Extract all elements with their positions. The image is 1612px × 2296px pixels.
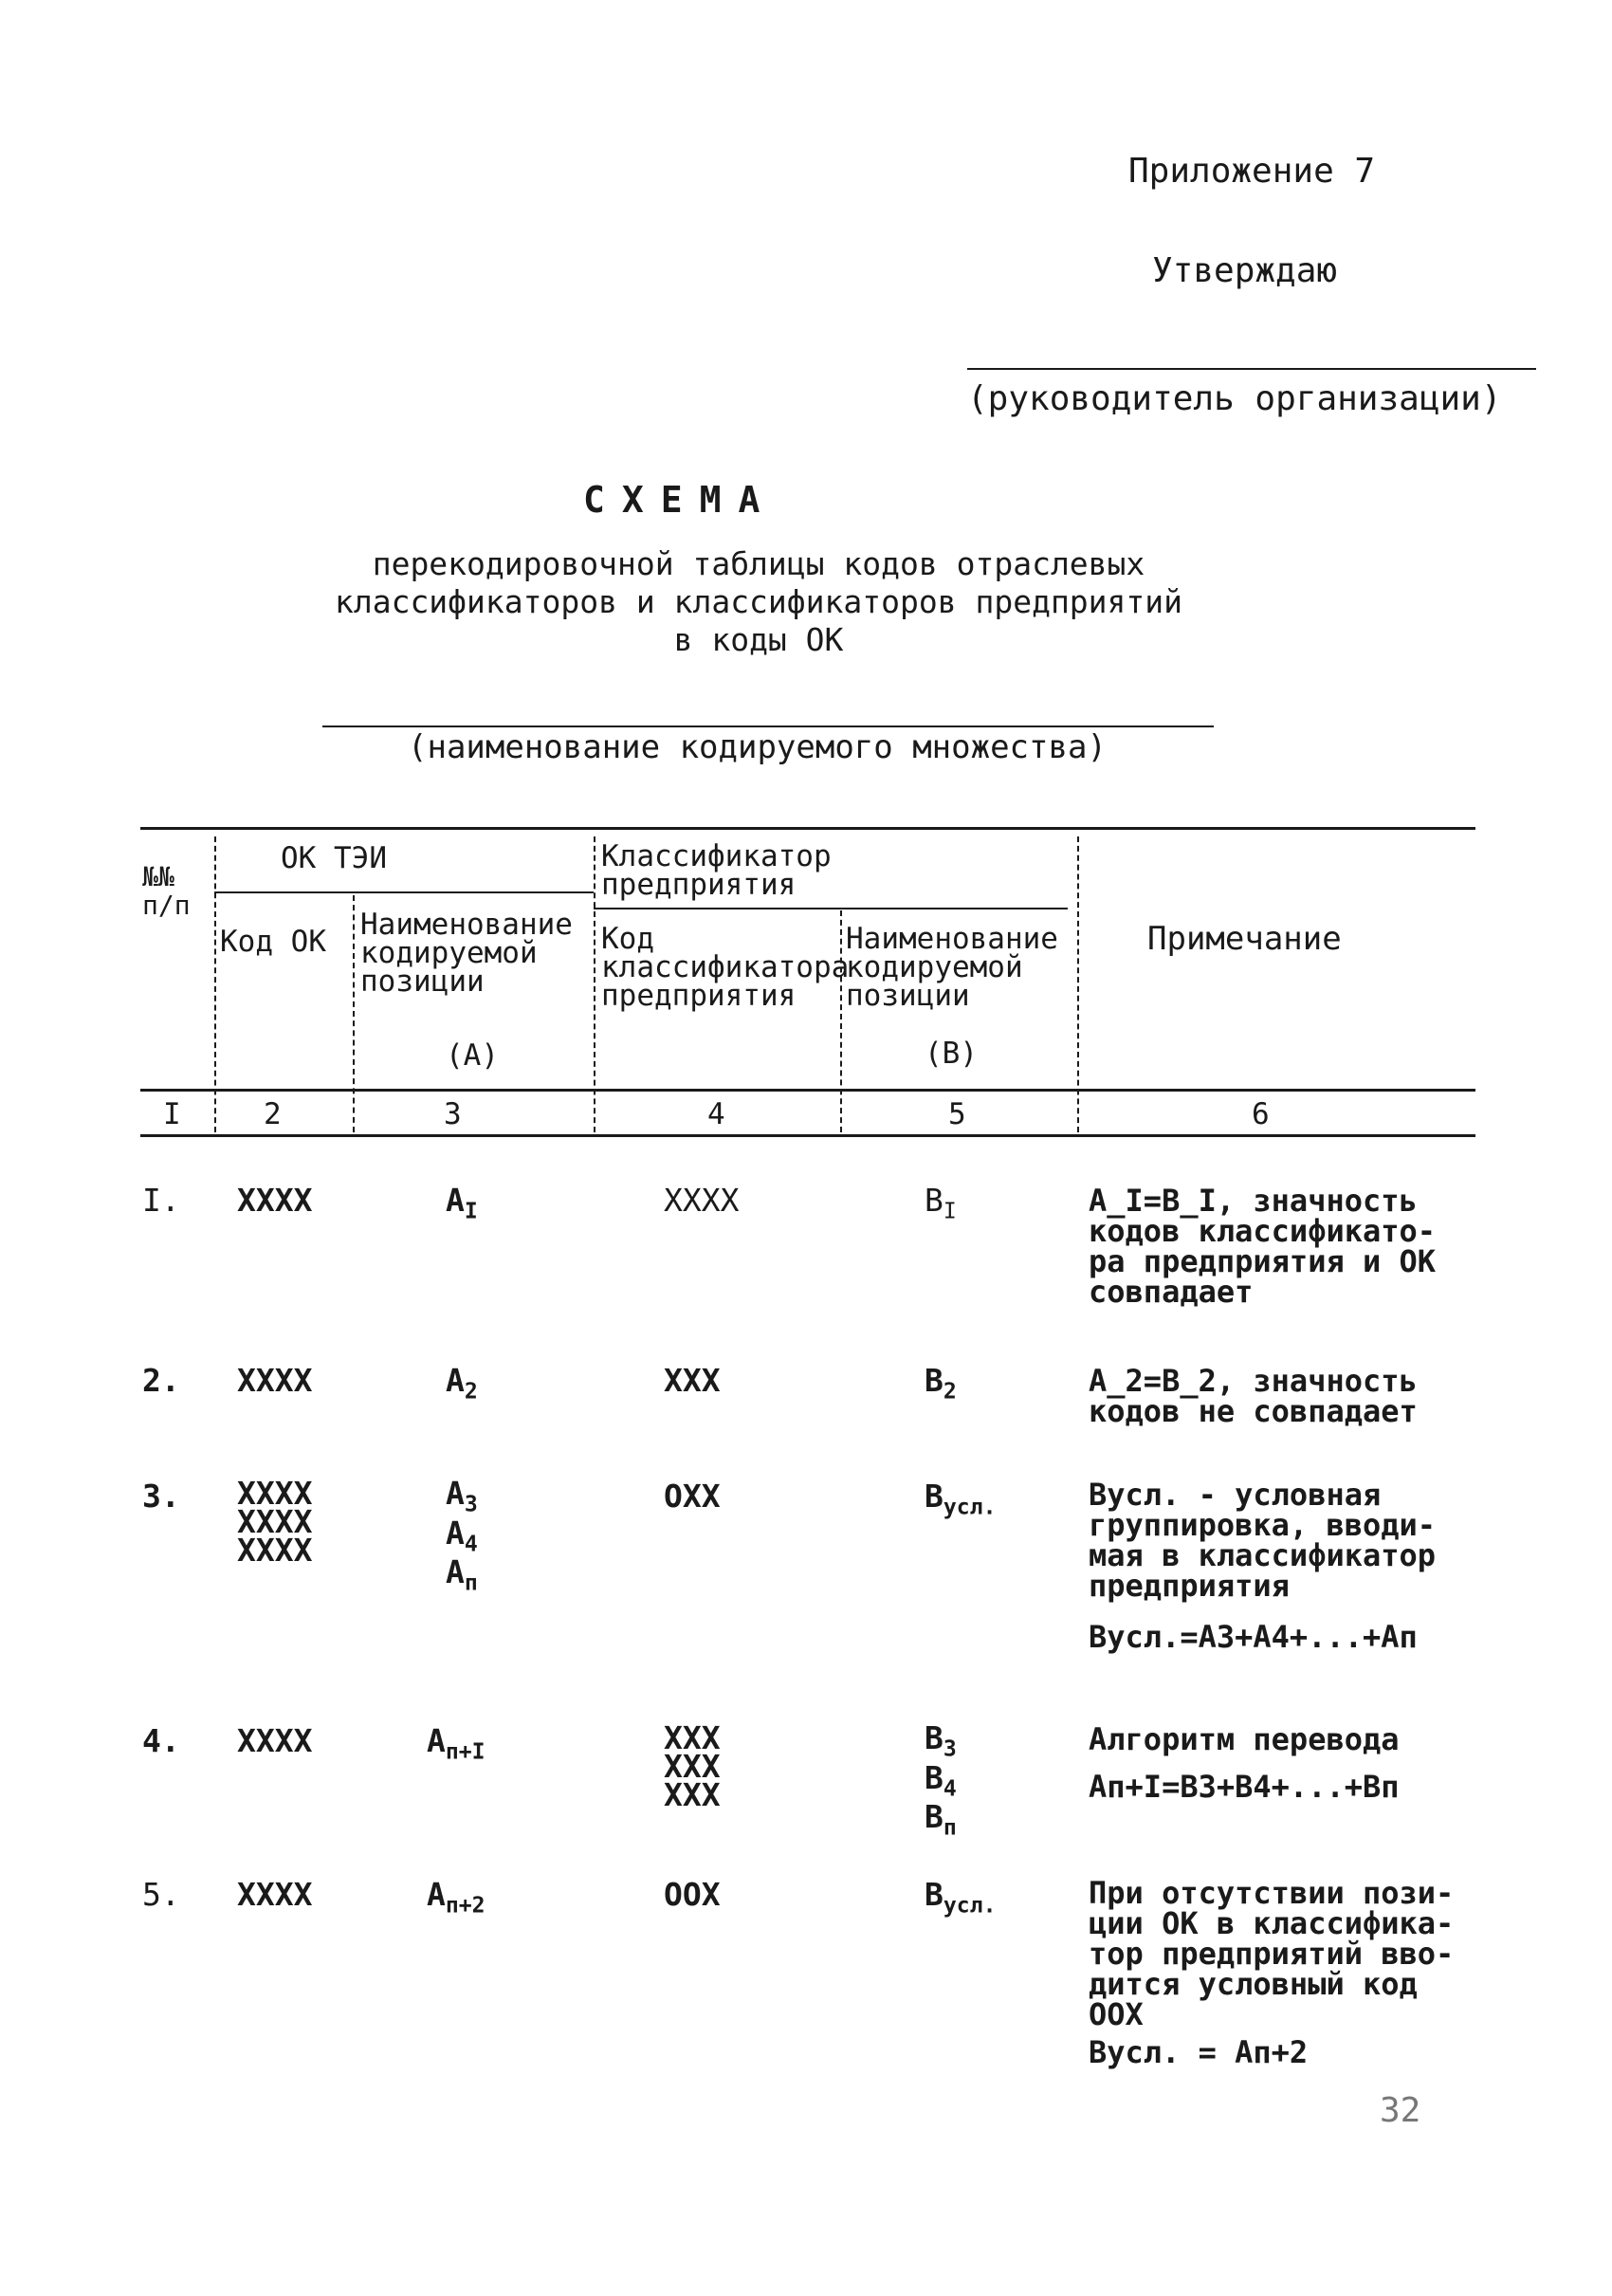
note-line: ции ОК в классифика- <box>1089 1905 1455 1941</box>
symbol-index: 4 <box>943 1776 957 1802</box>
symbol-index: 2 <box>464 1379 478 1405</box>
note-line: предприятия <box>1089 1568 1290 1604</box>
header-bottom-rule <box>140 1089 1475 1092</box>
cls-name <box>925 1479 997 1525</box>
note-line: совпадает <box>1089 1274 1254 1310</box>
col-header-ok-name: Наименование кодируемой позиции <box>360 908 573 999</box>
note-formula: Bусл. = Aп+2 <box>1089 2034 1309 2070</box>
subtitle-line-1: перекодировочной таблицы кодов отраслевых <box>372 545 1145 582</box>
page-title: СХЕМА <box>583 479 778 521</box>
cls-code: XXX <box>664 1362 721 1399</box>
note-line: A_I=B_I, значность <box>1089 1183 1418 1219</box>
row-note <box>1089 1477 1487 1655</box>
cls-name <box>925 1798 957 1843</box>
symbol-base: B <box>925 1719 943 1756</box>
approve-label: Утверждаю <box>1152 251 1338 290</box>
col-divider-5 <box>1077 836 1079 1132</box>
cls-code: OXX <box>664 1478 721 1515</box>
classifier-group-rule <box>594 908 1068 909</box>
ok-name <box>446 1364 478 1409</box>
ok-code: XXXX <box>237 1475 313 1512</box>
ok-name <box>446 1184 478 1229</box>
cls-code: XXXX <box>664 1182 740 1219</box>
symbol-base: A <box>446 1182 465 1219</box>
symbol-index: 3 <box>464 1492 478 1517</box>
ok-code: XXXX <box>237 1722 313 1759</box>
col-header-ok-name-mark: (А) <box>446 1038 499 1073</box>
symbol-base: B <box>925 1758 943 1796</box>
col-number-4: 4 <box>707 1097 725 1131</box>
page-number: 32 <box>1380 2091 1421 2130</box>
symbol-index: п <box>464 1570 478 1596</box>
symbol-index: усл. <box>943 1495 997 1520</box>
symbol-base: B <box>925 1362 943 1399</box>
col-header-note: Примечание <box>1147 920 1342 958</box>
table-top-rule <box>140 827 1475 830</box>
col-number-2: 2 <box>264 1097 282 1131</box>
symbol-base: B <box>925 1182 943 1219</box>
note-line: кодов классификато- <box>1089 1213 1437 1249</box>
note-line: дится условный код <box>1089 1966 1418 2002</box>
symbol-index: п+2 <box>445 1893 485 1919</box>
symbol-base: B <box>925 1478 943 1515</box>
cls-code: OOX <box>664 1876 721 1913</box>
cls-name <box>925 1758 957 1804</box>
cls-name <box>925 1878 997 1923</box>
symbol-index: п+I <box>445 1739 485 1765</box>
symbol-index: п <box>943 1815 957 1841</box>
col-divider-2 <box>353 895 355 1132</box>
symbol-base: A <box>446 1514 465 1552</box>
col-number-1: I <box>163 1097 181 1131</box>
col-header-classifier: Классификатор предприятия <box>601 839 832 902</box>
symbol-base: B <box>925 1876 943 1913</box>
col-header-cls-code: Код классификатора предприятия <box>601 922 850 1013</box>
note-line: тор предприятий вво- <box>1089 1936 1455 1972</box>
ok-code: XXXX <box>237 1503 313 1540</box>
symbol-base: B <box>925 1798 943 1836</box>
note-line: мая в классификатор <box>1089 1537 1437 1573</box>
ok-name-list <box>446 1475 478 1598</box>
symbol-index: I <box>943 1199 957 1224</box>
symbol-index: I <box>464 1199 478 1224</box>
set-name-line <box>322 726 1214 727</box>
ok-name <box>427 1724 485 1770</box>
cls-name <box>925 1719 957 1764</box>
symbol-base: A <box>446 1475 465 1512</box>
symbol-base: A <box>427 1722 446 1759</box>
cls-code: XXX <box>664 1748 721 1785</box>
ok-code: XXXX <box>237 1362 313 1399</box>
symbol-base: A <box>446 1553 465 1591</box>
note-line: При отсутствии пози- <box>1089 1875 1455 1911</box>
row-num: 5. <box>142 1876 180 1913</box>
note-line: кодов не совпадает <box>1089 1393 1418 1429</box>
col-header-ok-tei: ОК ТЭИ <box>281 841 387 875</box>
note-line: Алгоритм перевода <box>1089 1721 1400 1757</box>
col-number-6: 6 <box>1252 1097 1270 1131</box>
cls-code: XXX <box>664 1719 721 1756</box>
signer-caption: (руководитель организации) <box>967 379 1502 418</box>
colnum-bottom-rule <box>140 1134 1475 1137</box>
cls-name-list <box>925 1719 957 1843</box>
appendix-label: Приложение 7 <box>1128 152 1376 191</box>
page-subtitle <box>228 545 1290 659</box>
row-note <box>1089 1363 1487 1429</box>
cls-code: XXX <box>664 1776 721 1813</box>
symbol-base: A <box>427 1876 446 1913</box>
note-formula: Aп+I=B3+B4+...+Bп <box>1089 1769 1400 1805</box>
row-note <box>1089 1721 1487 1805</box>
note-line: OOX <box>1089 1996 1144 2032</box>
ok-code-list <box>237 1475 313 1569</box>
cls-code-list <box>664 1719 721 1813</box>
symbol-index: 3 <box>943 1736 957 1762</box>
note-formula: Bусл.=A3+A4+...+Aп <box>1089 1619 1418 1655</box>
row-num: 2. <box>142 1362 180 1399</box>
ok-name <box>427 1878 485 1923</box>
set-name-caption: (наименование кодируемого множества) <box>408 728 1107 766</box>
cls-name <box>925 1364 957 1409</box>
col-header-cls-name: Наименование кодируемой позиции <box>846 922 1058 1013</box>
symbol-index: усл. <box>943 1893 997 1919</box>
col-number-5: 5 <box>948 1097 966 1131</box>
ok-name <box>446 1514 478 1559</box>
col-header-num: №№ п/п <box>142 861 191 921</box>
note-line: группировка, вводи- <box>1089 1507 1437 1543</box>
symbol-index: 2 <box>943 1379 957 1405</box>
ok-group-rule <box>214 891 594 893</box>
row-num: 4. <box>142 1722 180 1759</box>
col-divider-4 <box>840 910 842 1132</box>
row-num: I. <box>142 1182 180 1219</box>
subtitle-line-2: классификаторов и классификаторов предприятий <box>334 583 1183 620</box>
cls-name <box>925 1184 957 1229</box>
symbol-index: 4 <box>464 1532 478 1557</box>
signature-line <box>967 368 1536 370</box>
note-line: Bусл. - условная <box>1089 1477 1382 1513</box>
symbol-base: A <box>446 1362 465 1399</box>
ok-name <box>446 1475 478 1519</box>
col-divider-3 <box>594 836 595 1132</box>
col-number-3: 3 <box>444 1097 462 1131</box>
ok-code: XXXX <box>237 1876 313 1913</box>
note-line: ра предприятия и ОК <box>1089 1243 1437 1279</box>
ok-code: XXXX <box>237 1532 313 1569</box>
col-header-ok-code: Код ОК <box>220 925 326 959</box>
ok-code: XXXX <box>237 1182 313 1219</box>
row-note <box>1089 1875 1487 2070</box>
col-header-cls-name-mark: (В) <box>925 1037 978 1071</box>
row-note <box>1089 1183 1487 1310</box>
note-line: A_2=B_2, значность <box>1089 1363 1418 1399</box>
col-divider-1 <box>214 836 216 1132</box>
ok-name <box>446 1553 478 1598</box>
row-num: 3. <box>142 1478 180 1515</box>
subtitle-line-3: в коды ОК <box>673 621 844 658</box>
